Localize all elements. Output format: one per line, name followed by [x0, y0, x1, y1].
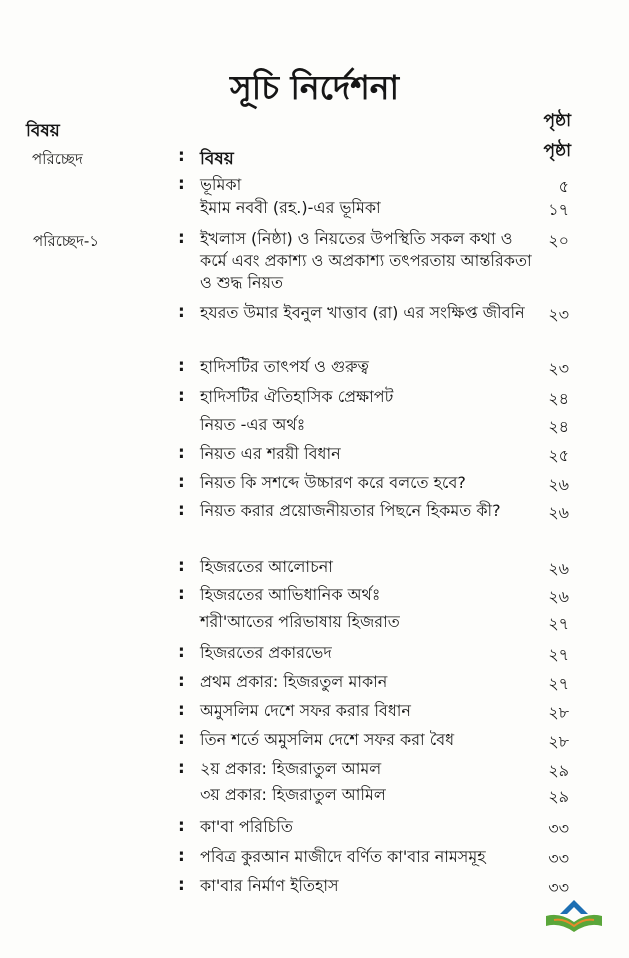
toc-page-number: ১৭ — [548, 200, 569, 219]
toc-topic: ৩য় প্রকার: হিজরাতুল আমিল — [200, 785, 386, 804]
toc-colon: : — [178, 500, 185, 520]
toc-colon: : — [178, 816, 185, 836]
toc-topic: নিয়ত করার প্রয়োজনীয়তার পিছনে হিকমত কী? — [200, 501, 501, 520]
toc-page-number: ২৬ — [548, 587, 569, 606]
toc-page-number: ২৭ — [548, 645, 569, 664]
toc-colon: : — [178, 700, 185, 720]
toc-page-number: ২৫ — [548, 446, 569, 465]
header-subject: বিষয় — [26, 121, 60, 141]
toc-colon: : — [178, 758, 185, 778]
page-title: সূচি নির্দেশনা — [229, 68, 400, 107]
toc-topic: তিন শর্তে অমুসলিম দেশে সফর করা বৈধ — [200, 730, 455, 749]
toc-page-number: ২৮ — [548, 732, 569, 751]
header-colon: : — [178, 146, 185, 166]
toc-topic: হিজরতের আভিধানিক অর্থঃ — [200, 585, 381, 604]
toc-colon: : — [178, 556, 185, 576]
toc-colon: : — [178, 729, 185, 749]
toc-topic: হযরত উমার ইবনুল খাত্তাব (রা) এর সংক্ষিপ্ত জীবনি — [200, 303, 525, 322]
toc-page-number: ২৭ — [548, 614, 569, 633]
toc-topic: হাদিসটির তাৎপর্য ও গুরুত্ব — [200, 357, 369, 376]
header-chapter: পরিচ্ছেদ — [32, 150, 83, 168]
toc-topic: ইমাম নববী (রহ.)-এর ভূমিকা — [200, 198, 381, 217]
toc-chapter: পরিচ্ছেদ-১ — [33, 232, 99, 250]
toc-page-number: ২৯ — [548, 787, 569, 806]
toc-page-number: ২৩ — [548, 305, 569, 324]
toc-topic: নিয়ত কি সশব্দে উচ্চারণ করে বলতে হবে? — [200, 473, 466, 492]
toc-topic: প্রথম প্রকার: হিজরতুল মাকান — [200, 672, 388, 691]
toc-page-number: ৩৩ — [548, 849, 569, 868]
toc-page-number: ২৮ — [548, 703, 569, 722]
toc-page-number: ২৬ — [548, 503, 569, 522]
toc-topic: অমুসলিম দেশে সফর করার বিধান — [200, 701, 411, 720]
toc-page-number: ২৪ — [548, 417, 569, 436]
toc-colon: : — [178, 356, 185, 376]
publisher-logo-icon — [544, 898, 604, 934]
toc-topic: ২য় প্রকার: হিজরাতুল আমল — [200, 759, 382, 778]
toc-colon: : — [178, 846, 185, 866]
toc-topic: ভূমিকা — [200, 175, 242, 194]
toc-colon: : — [178, 642, 185, 662]
toc-topic: নিয়ত এর শরয়ী বিধান — [200, 444, 341, 463]
toc-topic: কা'বা পরিচিতি — [200, 817, 293, 836]
toc-colon: : — [178, 584, 185, 604]
toc-colon: : — [178, 472, 185, 492]
toc-page-number: ২৪ — [548, 389, 569, 408]
toc-topic: হাদিসটির ঐতিহাসিক প্রেক্ষাপট — [200, 387, 394, 406]
toc-colon: : — [178, 875, 185, 895]
toc-page-number: ৩৩ — [548, 819, 569, 838]
header-page-2: পৃষ্ঠা — [543, 141, 571, 161]
toc-topic: নিয়ত -এর অর্থঃ — [200, 415, 306, 434]
toc-topic: পবিত্র কুরআন মাজীদে বর্ণিত কা'বার নামসমূহ — [200, 847, 486, 866]
toc-colon: : — [178, 386, 185, 406]
header-page: পৃষ্ঠা — [543, 111, 571, 131]
toc-page-number: ২০ — [548, 231, 569, 250]
toc-topic: ইখলাস (নিষ্ঠা) ও নিয়তের উপস্থিতি সকল কথা ও কর্মে এবং প্রকাশ্য ও অপ্রকাশ্য তৎপরতায় আন্তরিকতা ও শুদ্ধ নিয়ত — [200, 229, 532, 292]
toc-colon: : — [178, 443, 185, 463]
toc-colon: : — [178, 174, 185, 194]
toc-colon: : — [178, 302, 185, 322]
toc-page-number: ৩৩ — [548, 878, 569, 897]
toc-page-number: ৫ — [558, 177, 569, 196]
toc-colon: : — [178, 671, 185, 691]
header-subject-2: বিষয় — [200, 149, 234, 169]
toc-page-number: ২৯ — [548, 761, 569, 780]
toc-topic: কা'বার নির্মাণ ইতিহাস — [200, 876, 339, 895]
toc-topic: শরী'আতের পরিভাষায় হিজরাত — [200, 612, 400, 631]
toc-topic: হিজরতের আলোচনা — [200, 557, 333, 576]
toc-page-number: ২৬ — [548, 559, 569, 578]
toc-page-number: ২৩ — [548, 359, 569, 378]
toc-topic: হিজরতের প্রকারভেদ — [200, 643, 332, 662]
toc-page-number: ২৬ — [548, 475, 569, 494]
toc-page-number: ২৭ — [548, 674, 569, 693]
toc-colon: : — [178, 228, 185, 248]
